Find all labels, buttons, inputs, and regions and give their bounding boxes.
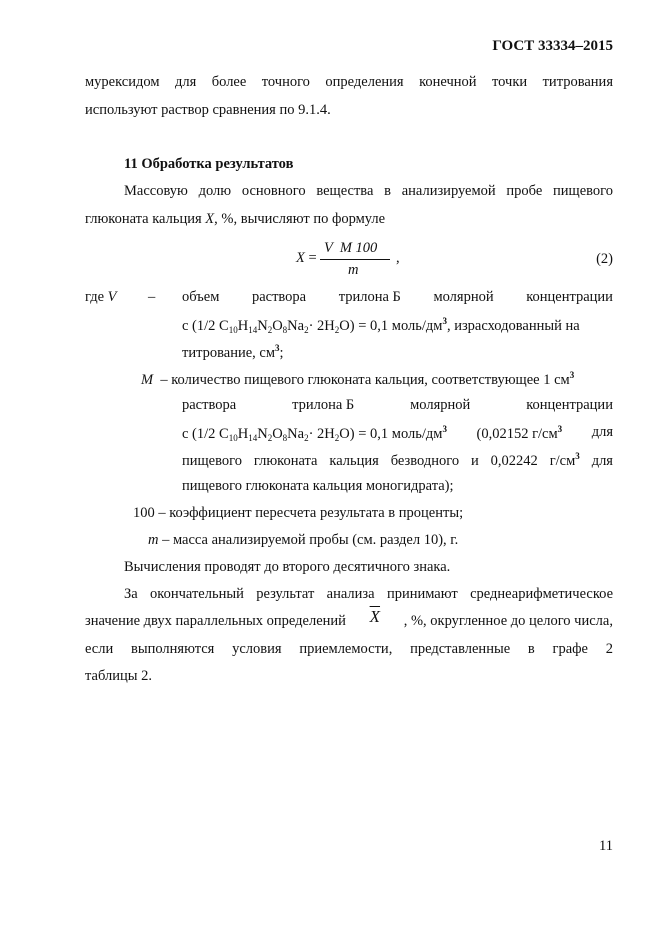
chem-sub: 10 bbox=[228, 325, 238, 335]
m-line3-d: для bbox=[591, 424, 613, 440]
chem-na: Na bbox=[287, 318, 305, 334]
paragraph-1-line-1: Массовую долю основного вещества в анализируемой пробе пищевого bbox=[124, 183, 613, 199]
chem-sub: 2 bbox=[267, 433, 273, 443]
chem-n: N bbox=[257, 426, 268, 442]
final-paragraph-line-3: если выполняются условия приемлемости, представленные в графе 2 bbox=[85, 641, 613, 657]
variable-m-upper: M bbox=[141, 372, 154, 388]
m-definition-line-2 bbox=[182, 397, 613, 414]
v-definition-line-2 bbox=[182, 316, 580, 335]
paragraph-1-text-b: , %, вычисляют по формуле bbox=[214, 211, 386, 227]
m-line4-b: для bbox=[579, 453, 613, 469]
intro-line-1: мурексидом для более точного определения конечной точки титрования bbox=[85, 74, 613, 90]
m-word-2: трилона Б bbox=[292, 397, 355, 413]
chem-sub: 14 bbox=[248, 433, 258, 443]
fraction-bar bbox=[320, 259, 390, 260]
m-line3-c: (0,02152 г/см bbox=[476, 426, 558, 442]
formula-lhs bbox=[296, 250, 317, 267]
chem-sub: 2 bbox=[334, 325, 340, 335]
v-line2-b: ) = 0,1 моль/дм bbox=[349, 318, 443, 334]
paragraph-1-line-2 bbox=[85, 211, 385, 228]
where-prefix bbox=[85, 289, 117, 306]
v-definition-line-3 bbox=[182, 343, 284, 362]
m-definition-line-3 bbox=[182, 424, 613, 443]
v-word-1: объем bbox=[182, 289, 220, 305]
chem-sub: 2 bbox=[304, 433, 309, 443]
intro-line-2: используют раствор сравнения по 9.1.4. bbox=[85, 102, 331, 118]
document-standard-header: ГОСТ 33334–2015 bbox=[492, 38, 613, 54]
final-line2-b: , %, округленное до целого числа, bbox=[403, 613, 613, 629]
m-word-1: раствора bbox=[182, 397, 237, 413]
mass-line-text: – масса анализируемой пробы (см. раздел 10), г. bbox=[158, 532, 459, 548]
v-line3-a: титрование, см bbox=[182, 345, 276, 361]
m-line3-a: c (1/2 C bbox=[182, 426, 229, 442]
chem-na: Na bbox=[287, 426, 305, 442]
equation-number: (2) bbox=[596, 251, 613, 267]
m-line3-formula bbox=[182, 424, 447, 443]
v-dash: – bbox=[148, 289, 156, 305]
chem-dot: · 2H bbox=[308, 426, 335, 442]
chem-sub: 2 bbox=[334, 433, 340, 443]
superscript-3: 3 bbox=[442, 316, 447, 326]
v-line2-c: , израсходованный на bbox=[446, 318, 580, 334]
paragraph-1-text-a: глюконата кальция bbox=[85, 211, 206, 227]
superscript-3: 3 bbox=[442, 424, 447, 434]
final-paragraph-line-2 bbox=[85, 607, 613, 630]
formula-denominator: m bbox=[348, 262, 359, 278]
m-definition-line-1 bbox=[141, 370, 574, 389]
calc-precision-paragraph: Вычисления проводят до второго десятичного знака. bbox=[124, 559, 451, 575]
v-word-5: концентрации bbox=[526, 289, 613, 305]
v-word-3: трилона Б bbox=[338, 289, 401, 305]
variable-v: V bbox=[107, 289, 117, 305]
formula-2 bbox=[296, 240, 406, 280]
chem-sub: 2 bbox=[267, 325, 273, 335]
final-paragraph-line-4: таблицы 2. bbox=[85, 668, 152, 684]
variable-m-lower: m bbox=[148, 532, 159, 548]
superscript-3: 3 bbox=[575, 451, 580, 461]
superscript-3: 3 bbox=[569, 370, 575, 380]
chem-o: O bbox=[272, 426, 283, 442]
chem-n: N bbox=[257, 318, 268, 334]
where-word: где bbox=[85, 289, 105, 305]
v-definition-line-1 bbox=[182, 289, 613, 306]
chem-h: H bbox=[237, 318, 249, 334]
v-line2-a: c (1/2 C bbox=[182, 318, 229, 334]
chem-sub: 14 bbox=[248, 325, 258, 335]
page-number: 11 bbox=[599, 838, 613, 854]
variable-x-mean: $\overline{X}$ bbox=[369, 607, 381, 626]
m-word-3: молярной bbox=[410, 397, 471, 413]
formula-comma: , bbox=[396, 250, 400, 266]
chem-sub: 2 bbox=[304, 325, 309, 335]
superscript-3: 3 bbox=[557, 424, 563, 434]
section-heading: 11 Обработка результатов bbox=[124, 156, 294, 172]
formula-numerator: V M 100 bbox=[324, 240, 378, 256]
m-definition-line-5: пищевого глюконата кальция моногидрата); bbox=[182, 478, 454, 494]
chem-sub: 8 bbox=[282, 325, 288, 335]
v-word-2: раствора bbox=[251, 289, 307, 305]
mass-line bbox=[148, 532, 458, 549]
chem-o2: O bbox=[339, 318, 350, 334]
m-line3-density bbox=[476, 424, 562, 443]
m-line3-b: ) = 0,1 моль/дм bbox=[349, 426, 443, 442]
final-line2-a: значение двух параллельных определений bbox=[85, 613, 346, 629]
v-word-4: молярной bbox=[433, 289, 494, 305]
chem-o2: O bbox=[339, 426, 350, 442]
coefficient-line: 100 – коэффициент пересчета результата в проценты; bbox=[133, 505, 464, 521]
formula-equals: = bbox=[308, 250, 317, 266]
chem-dot: · 2H bbox=[308, 318, 335, 334]
chem-o: O bbox=[272, 318, 283, 334]
chem-sub: 8 bbox=[282, 433, 288, 443]
m-line1-text: – количество пищевого глюконата кальция, соответствующее 1 см bbox=[160, 372, 570, 388]
formula-lhs-var: X bbox=[296, 250, 305, 266]
final-paragraph-line-1: За окончательный результат анализа принимают среднеарифметическое bbox=[124, 586, 613, 602]
m-line4-a: пищевого глюконата кальция безводного и 0,02242 г/см bbox=[182, 453, 576, 469]
chem-sub: 10 bbox=[228, 433, 238, 443]
superscript-3: 3 bbox=[275, 343, 280, 353]
m-definition-line-4 bbox=[182, 451, 613, 470]
m-word-4: концентрации bbox=[526, 397, 613, 413]
chem-h: H bbox=[237, 426, 249, 442]
v-line3-b: ; bbox=[279, 345, 284, 361]
variable-x: X bbox=[205, 211, 215, 227]
